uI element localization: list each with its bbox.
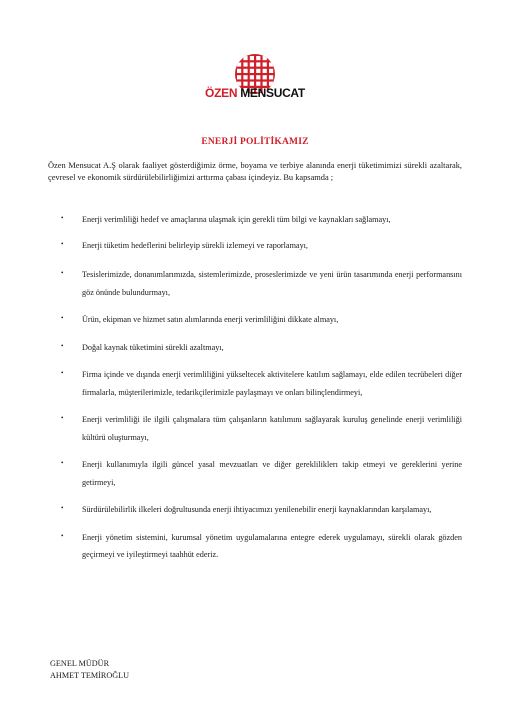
signature-name: AHMET TEMİROĞLU: [50, 671, 130, 680]
policy-text: Doğal kaynak tüketimini sürekli azaltmayı,: [82, 342, 224, 352]
policy-item: [48, 237, 462, 255]
bullet-icon: •: [61, 214, 64, 222]
policy-text: Enerji verimliliği ile ilgili çalışmalara tüm çalışanların katılımını sağlayarak kuruluş genelinde enerji verimliliği kültürü oluşturmayı,: [82, 415, 462, 442]
policy-text: Ürün, ekipman ve hizmet satın alımlarında enerji verimliliğini dikkate almayı,: [82, 315, 339, 324]
bullet-icon: •: [61, 459, 64, 467]
policy-item: [48, 266, 462, 301]
bullet-icon: •: [61, 414, 64, 422]
bullet-icon: •: [61, 369, 64, 377]
policy-text: Enerji kullanımıyla ilgili güncel yasal mevzuatları ve diğer gerekliliklerı takip etmeyi ve gereklerini yerine getirmeyi,: [82, 460, 462, 487]
bullet-icon: •: [61, 314, 64, 322]
brand-word-ozen: ÖZEN: [205, 86, 238, 100]
bullet-icon: •: [61, 341, 64, 350]
policy-item: [48, 411, 462, 446]
policy-text: Tesislerimizde, donanımlarımızda, sistemlerimizde, proseslerimizde ve yeni ürün tasarımında enerji performansını göz önünde bulundurmayı,: [82, 270, 462, 297]
signature-block: [50, 658, 129, 682]
signature-role: GENEL MÜDÜR: [50, 659, 110, 668]
policy-list: [48, 211, 462, 564]
policy-item: [48, 501, 462, 519]
document-title: ENERJİ POLİTİKAMIZ: [201, 137, 309, 147]
policy-item: [48, 529, 462, 564]
brand-word-mensucat: MENSUCAT: [240, 86, 305, 100]
policy-item: [48, 456, 462, 491]
policy-text: Enerji verimliliği hedef ve amaçlarına ulaşmak için gerekli tüm bilgi ve kaynakları sağlamayı,: [82, 215, 391, 224]
policy-text: Firma içinde ve dışında enerji verimliliğini yükseltecek aktivitelere katılım sağlamayı, elde edilen tecrübeleri diğer firmalarla, müşterilerimizle, tedarikçilerimizle paylaşmayı ve onları bilinçlendirmeyi,: [82, 370, 462, 397]
bullet-icon: •: [61, 269, 64, 277]
bullet-icon: •: [61, 504, 64, 512]
intro-paragraph: Özen Mensucat A.Ş olarak faaliyet gösterdiğimiz örme, boyama ve terbiye alanında enerji tüketimimizi sürekli azaltarak, çevresel ve ekonomik sürdürülebilirliğimizi arttırma çabası içindeyiz. Bu kapsamda ;: [48, 161, 462, 183]
bullet-icon: •: [61, 239, 64, 248]
policy-text: Enerji tüketim hedeflerini belirleyip sürekli izlemeyi ve raporlamayı,: [82, 240, 308, 250]
company-brand-name: [0, 86, 510, 100]
policy-item: [48, 339, 462, 357]
policy-item: [48, 311, 462, 329]
policy-text: Enerji yönetim sistemini, kurumsal yönetim uygulamalarına entegre ederek uygulamayı, sürekli olarak gözden geçirmeyi ve iyileştirmeyi taahhüt ederiz.: [82, 532, 462, 559]
policy-item: [48, 211, 462, 229]
policy-text: Sürdürülebilirlik ilkeleri doğrultusunda enerji ihtiyacımızı yenilenebilir enerji kaynaklarından karşılamayı,: [82, 505, 432, 514]
bullet-icon: •: [61, 531, 64, 540]
policy-item: [48, 366, 462, 401]
